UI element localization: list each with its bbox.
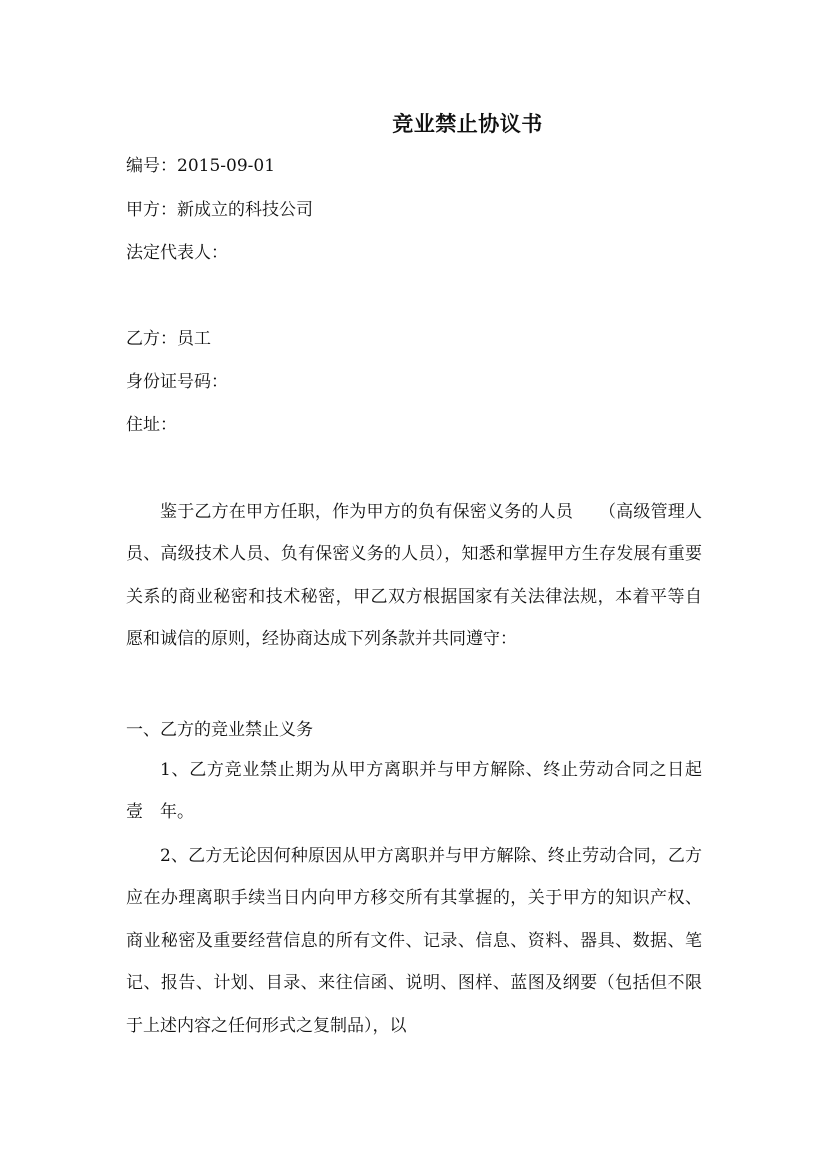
section-1-heading: 一、乙方的竞业禁止义务 [126, 720, 313, 740]
legal-representative: 法定代表人： [126, 243, 228, 263]
party-b: 乙方：员工 [126, 329, 211, 349]
preamble-paragraph: 鉴于乙方在甲方任职，作为甲方的负有保密义务的人员 （高级管理人员、高级技术人员、负有保密义务的人员），知悉和掌握甲方生存发展有重要关系的商业秘密和技术秘密，甲乙双方根据国家有关法律法规，本着平等自愿和诚信的原则，经协商达成下列条款并共同遵守： [126, 502, 702, 650]
clause-1: 1、乙方竞业禁止期为从甲方离职并与甲方解除、终止劳动合同之日起 壹 年。 [126, 760, 719, 823]
party-a: 甲方：新成立的科技公司 [126, 200, 313, 220]
document-number: 编号：2015-09-01 [126, 156, 276, 176]
id-number: 身份证号码： [126, 372, 228, 392]
clause-2: 2、乙方无论因何种原因从甲方离职并与甲方解除、终止劳动合同，乙方应在办理离职手续当日内向甲方移交所有其掌握的，关于甲方的知识产权、商业秘密及重要经营信息的所有文件、记录、信息、资料、器具、数据、笔记、报告、计划、目录、来往信函、说明、图样、蓝图及纲要（包括但不限于上述内容之任何形式之复制品），以 [126, 846, 702, 1036]
document-title: 竞业禁止协议书 [392, 111, 543, 136]
address: 住址： [126, 415, 177, 435]
